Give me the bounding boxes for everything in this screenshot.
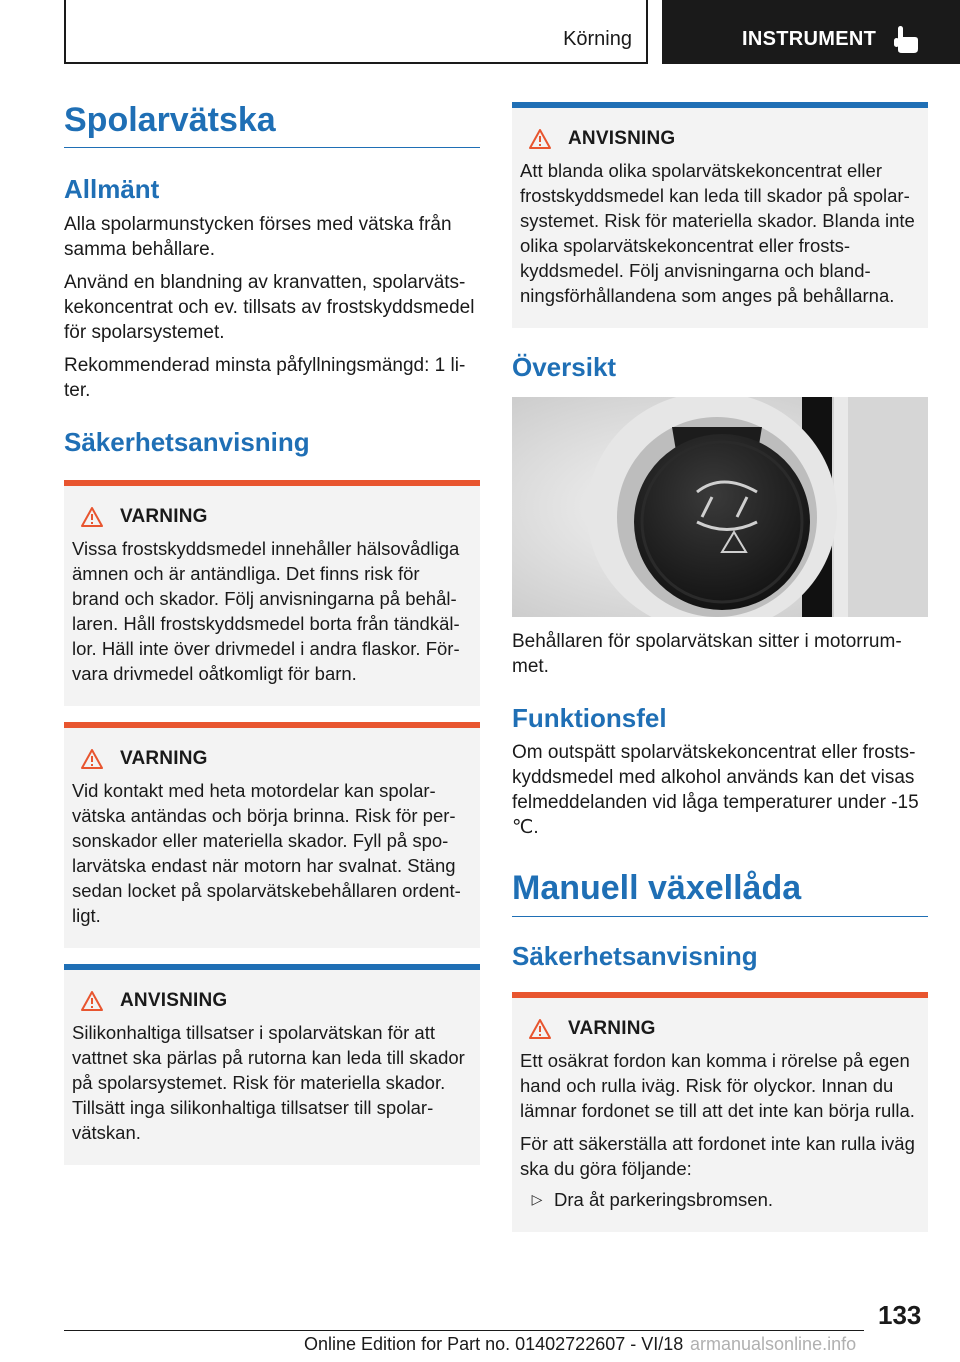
washer-fluid-cap-photo [512,397,928,617]
warning-box-hot-engine [64,722,480,948]
page-number: 133 [878,1300,922,1330]
note-text: Att blanda olika spolarvätskekoncentrat eller frostskyddsmedel kan leda till skador på spolarsystemet. Risk för materiella skador. Blanda inte olika spolarvätskekoncentrat eller frostskyddsmedel. Följ anvisningarna och blandningsförhållandena som anges på behållarna. [520,160,915,306]
warning-box-rolling [512,992,928,1232]
section-label: Körning [563,28,632,50]
note-box-mixing [512,102,928,328]
page-header [0,0,960,66]
malfunction-heading: Funktionsfel [512,703,667,734]
chapter-label: INSTRUMENT [742,28,877,50]
note-label: ANVISNING [568,128,676,149]
warning-text-2: För att säkerställa att fordonet inte kan rulla iväg ska du göra följande: [520,1132,915,1179]
warning-text: Vissa frostskyddsmedel innehåller hälsovådliga ämnen och är antändliga. Det finns risk för brand och skador. Följ anvisningarna på behållaren. Håll frostskyddsmedel borta från tändkällor. Häll inte över drivmedel i andra flaskor. Förvara drivmedel oåtkomligt för barn. [72,537,460,684]
general-paragraph-2: Använd en blandning av kranvatten, spolarvätskekoncentrat och ev. tillsats av frostskyddsmedel för spolarsystemet. [64,271,475,343]
list-item-text: Dra åt parkeringsbromsen. [554,1188,774,1210]
hand-pointer-icon [894,24,920,54]
warning-box-antifreeze [64,480,480,706]
warning-label: VARNING [120,747,208,769]
section-tab [64,0,648,64]
left-column [64,102,480,1165]
warning-header [528,1018,920,1040]
note-header [80,990,472,1012]
general-paragraph-1: Alla spolarmunstycken förses med vätska från samma behållare. [64,213,452,260]
right-column [512,102,928,1232]
warning-label: VARNING [120,505,208,527]
general-paragraph-3: Rekommenderad minsta påfyllningsmängd: 1 liter. [64,354,466,401]
note-header [528,128,920,150]
malfunction-text: Om outspätt spolarvätskekoncentrat eller frostskyddsmedel med alkohol används kan det visas felmeddelanden vid låga temperaturer under ‑15 ℃. [512,742,919,839]
warning-text: Vid kontakt med heta motordelar kan spolarvätska antändas och börja brinna. Risk för personskador eller materiella skador. Fyll på spolarvätska endast när motorn har svalnat. Stäng sedan locket på spolarvätskebehållaren ordentligt. [72,779,461,926]
warning-triangle-icon [80,506,104,528]
bullet-triangle-icon: ▷ [531,1190,543,1207]
watermark-site: armanualsonline.info [690,1334,857,1354]
safety-heading: Säkerhetsanvisning [64,426,310,457]
note-label: ANVISNING [120,989,228,1011]
photo-caption: Behållaren för spolarvätskan sitter i motorrummet. [512,631,902,678]
warning-triangle-icon [528,1018,552,1040]
edition-note: Online Edition for Part no. 01402722607 - VI/18 [304,1334,684,1354]
gearbox-title: Manuell växellåda [512,870,928,916]
list-item [520,1187,920,1212]
warning-label: VARNING [568,1017,656,1039]
note-text: Silikonhaltiga tillsatser i spolarvätskan för att vattnet ska pärlas på rutorna kan leda till skador på spolarsystemet. Risk för materiella skador. Tillsätt inga silikonhaltiga tillsatser till spolarvätskan. [72,1021,465,1143]
general-heading: Allmänt [64,174,160,205]
overview-heading: Översikt [512,352,617,382]
warning-text-1: Ett osäkrat fordon kan komma i rörelse på egen hand och rulla iväg. Risk för olyckor. Innan du lämnar fordonet se till att det inte kan börja rulla. [520,1049,915,1121]
page-title: Spolarvätska [64,102,480,148]
warning-triangle-icon [528,128,552,150]
warning-header [80,506,472,528]
note-box-silicone [64,964,480,1165]
warning-triangle-icon [80,990,104,1012]
warning-triangle-icon [80,748,104,770]
warning-header [80,748,472,770]
gearbox-safety-heading: Säkerhetsanvisning [512,940,758,971]
chapter-tab [662,0,960,64]
footer-divider [64,1330,864,1331]
